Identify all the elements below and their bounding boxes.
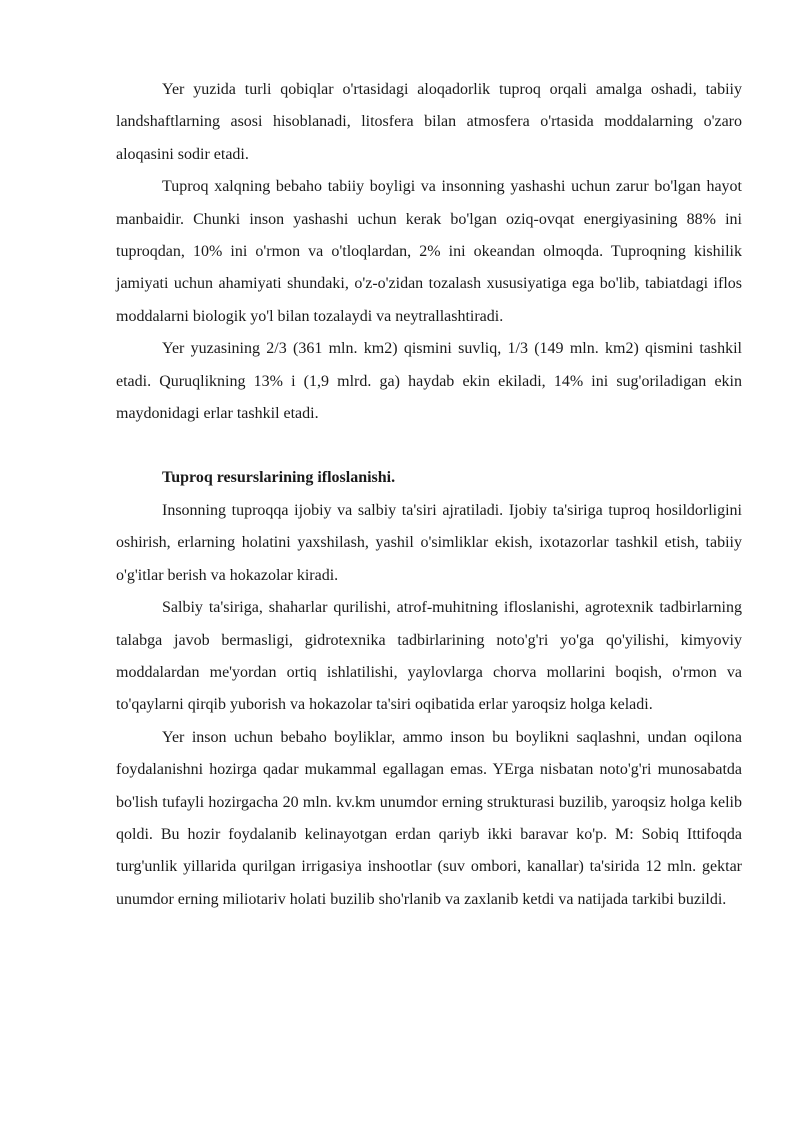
document-body [116,74,742,916]
paragraph: Yer inson uchun bebaho boyliklar, ammo inson bu boylikni saqlashni, undan oqilona foydalanishni hozirga qadar mukammal egallagan emas. YErga nisbatan noto'g'ri munosabatda bo'lish tufayli hozirgacha 20 mln. kv.km unumdor erning strukturasi buzilib, yaroqsiz holga kelib qoldi. Bu hozir foydalanib kelinayotgan erdan qariyb ikki baravar ko'p. M: Sobiq Ittifoqda turg'unlik yillarida qurilgan irrigasiya inshootlar (suv ombori, kanallar) ta'sirida 12 mln. gektar unumdor erning miliotariv holati buzilib sho'rlanib va zaxlanib ketdi va natijada tarkibi buzildi. [116,728,742,908]
paragraph: Tuproq xalqning bebaho tabiiy boyligi va insonning yashashi uchun zarur bo'lgan hayot manbaidir. Chunki inson yashashi uchun kerak bo'lgan oziq-ovqat energiyasining 88% ini tuproqdan, 10% ini o'rmon va o'tloqlardan, 2% ini okeandan olmoqda. Tuproqning kishilik jamiyati uchun ahamiyati shundaki, o'z-o'zidan tozalash xususiyatiga ega bo'lib, tabiatdagi iflos moddalarni biologik yo'l bilan tozalaydi va neytrallashtiradi. [116,178,742,325]
section-heading: Tuproq resurslarining ifloslanishi. [162,469,396,487]
paragraph: Yer yuzida turli qobiqlar o'rtasidagi aloqadorlik tuproq orqali amalga oshadi, tabiiy landshaftlarning asosi hisoblanadi, litosfera bilan atmosfera o'rtasida moddalarning o'zaro aloqasini sodir etadi. [116,81,742,163]
paragraph: Insonning tuproqqa ijobiy va salbiy ta'siri ajratiladi. Ijobiy ta'siriga tuproq hosildorligini oshirish, erlarning holatini yaxshilash, yashil o'simliklar ekish, ixotazorlar tashkil etish, tabiiy o'g'itlar berish va hokazolar kiradi. [116,501,742,584]
paragraph: Yer yuzasining 2/3 (361 mln. km2) qismini suvliq, 1/3 (149 mln. km2) qismini tashkil etadi. Quruqlikning 13% i (1,9 mlrd. ga) haydab ekin ekiladi, 14% ini sug'oriladigan ekin maydonidagi erlar tashkil etadi. [116,340,742,423]
paragraph: Salbiy ta'siriga, shaharlar qurilishi, atrof-muhitning ifloslanishi, agrotexnik tadbirlarning talabga javob bermasligi, gidrotexnika tadbirlarining noto'g'ri yo'ga qo'yilishi, kimyoviy moddalardan me'yordan ortiq ishlatilishi, yaylovlarga chorva mollarini boqish, o'rmon va to'qaylarni qirqib yuborish va hokazolar ta'siri oqibatida erlar yaroqsiz holga keladi. [116,599,742,714]
paragraph-spacer [116,430,742,462]
